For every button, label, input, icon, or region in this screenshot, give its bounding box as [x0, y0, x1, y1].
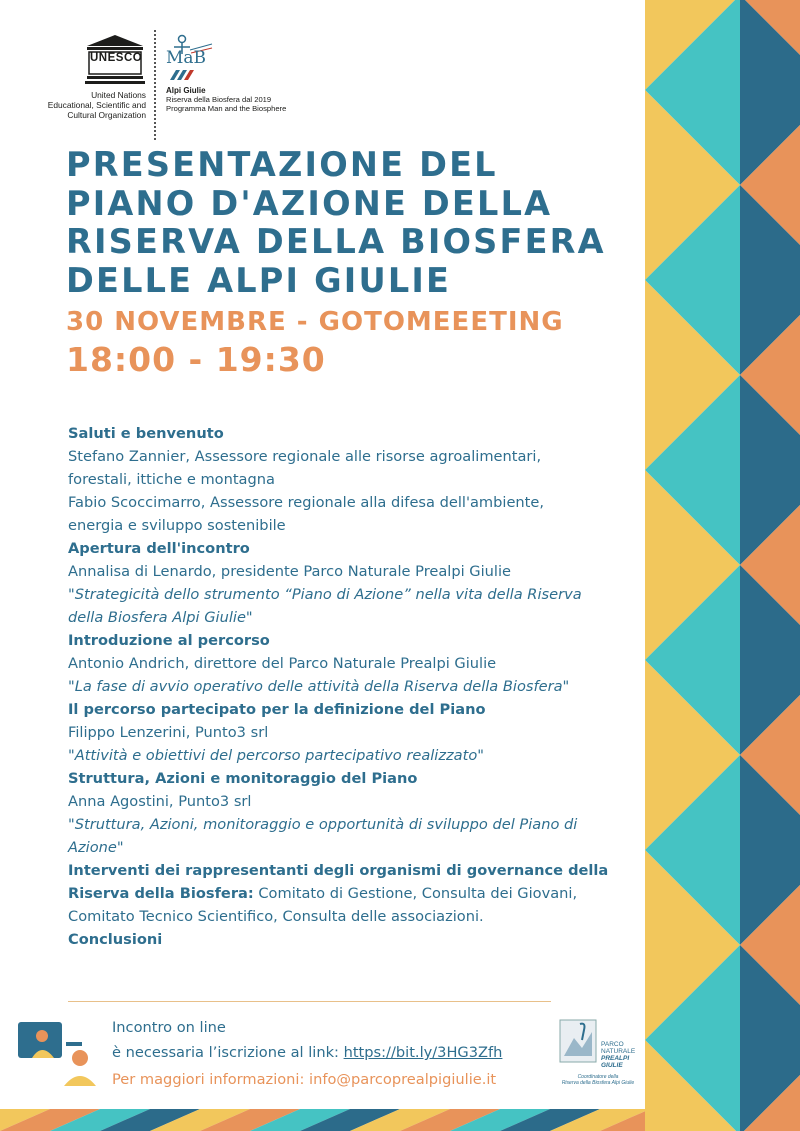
- program-line: energia e sviluppo sostenibile: [68, 517, 286, 534]
- governance-bodies: Comitato di Gestione, Consulta dei Giovani,: [253, 885, 578, 902]
- parco-name: PARCO NATURALE PREALPI GIULIE: [601, 1041, 636, 1069]
- unesco-caption: United Nations Educational, Scientific and Cultural Organization: [47, 90, 146, 120]
- page-title: PRESENTAZIONE DEL PIANO D'AZIONE DELLA RISERVA DELLA BIOSFERA DELLE ALPI GIULIE: [66, 145, 606, 300]
- mab-caption: Alpi Giulie Riserva della Biosfera dal 2019 Programma Man and the Biosphere: [166, 86, 287, 113]
- program-line: Anna Agostini, Punto3 srl: [68, 793, 252, 810]
- geometric-pattern-bottom: [0, 1109, 645, 1131]
- program-line: Annalisa di Lenardo, presidente Parco Naturale Prealpi Giulie: [68, 563, 512, 580]
- talk-title: "Struttura, Azioni, monitoraggio e opportunità di sviluppo del Piano di: [68, 816, 578, 833]
- talk-title: "Strategicità dello strumento “Piano di Azione” nella vita della Riserva: [68, 586, 582, 603]
- logo-divider: [154, 30, 156, 140]
- talk-title: Azione": [68, 839, 124, 856]
- online-meeting-icon: [18, 1020, 96, 1086]
- section-heading: Interventi dei rappresentanti degli organismi di governance della: [68, 862, 609, 879]
- program-line: [68, 882, 628, 905]
- program-line: Filippo Lenzerini, Punto3 srl: [68, 724, 269, 741]
- registration-link[interactable]: https://bit.ly/3HG3Zfh: [343, 1044, 503, 1061]
- section-heading: Introduzione al percorso: [68, 632, 270, 649]
- section-heading: Apertura dell'incontro: [68, 540, 250, 557]
- program-line: Fabio Scoccimarro, Assessore regionale alla difesa dell'ambiente,: [68, 494, 545, 511]
- footer-info: Per maggiori informazioni: info@parcoprealpigiulie.it: [112, 1071, 497, 1088]
- program-line: forestali, ittiche e montagna: [68, 471, 275, 488]
- footer-divider: [68, 1001, 551, 1002]
- section-heading: Saluti e benvenuto: [68, 425, 224, 442]
- parco-logo-icon: [558, 1018, 598, 1064]
- parco-caption: Coordinatore della Riserva della Biosfera Alpi Giulie: [561, 1074, 635, 1086]
- talk-title: "Attività e obiettivi del percorso partecipativo realizzato": [68, 747, 484, 764]
- geometric-pattern-right: [645, 0, 800, 1131]
- program-line: Antonio Andrich, direttore del Parco Naturale Prealpi Giulie: [68, 655, 497, 672]
- mab-name: Alpi Giulie: [166, 86, 206, 95]
- footer-line-registration: è necessaria l’iscrizione al link: https://bit.ly/3HG3Zfh: [112, 1044, 503, 1061]
- event-date: 30 NOVEMBRE - GOTOMEEETING: [66, 307, 564, 337]
- unesco-wordmark: UNESCO: [90, 52, 143, 64]
- program-line: Stefano Zannier, Assessore regionale alle risorse agroalimentari,: [68, 448, 542, 465]
- event-time: 18:00 - 19:30: [66, 340, 326, 379]
- program-list: [68, 422, 628, 951]
- section-heading: Conclusioni: [68, 931, 163, 948]
- section-heading: Il percorso partecipato per la definizione del Piano: [68, 701, 486, 718]
- mab-wordmark: MaB: [166, 48, 207, 68]
- program-line: Comitato Tecnico Scientifico, Consulta delle associazioni.: [68, 908, 484, 925]
- talk-title: della Biosfera Alpi Giulie": [68, 609, 253, 626]
- section-heading: Struttura, Azioni e monitoraggio del Piano: [68, 770, 418, 787]
- footer-line-online: Incontro on line: [112, 1019, 226, 1036]
- section-heading-cont: Riserva della Biosfera:: [68, 885, 254, 902]
- talk-title: "La fase di avvio operativo delle attività della Riserva della Biosfera": [68, 678, 570, 695]
